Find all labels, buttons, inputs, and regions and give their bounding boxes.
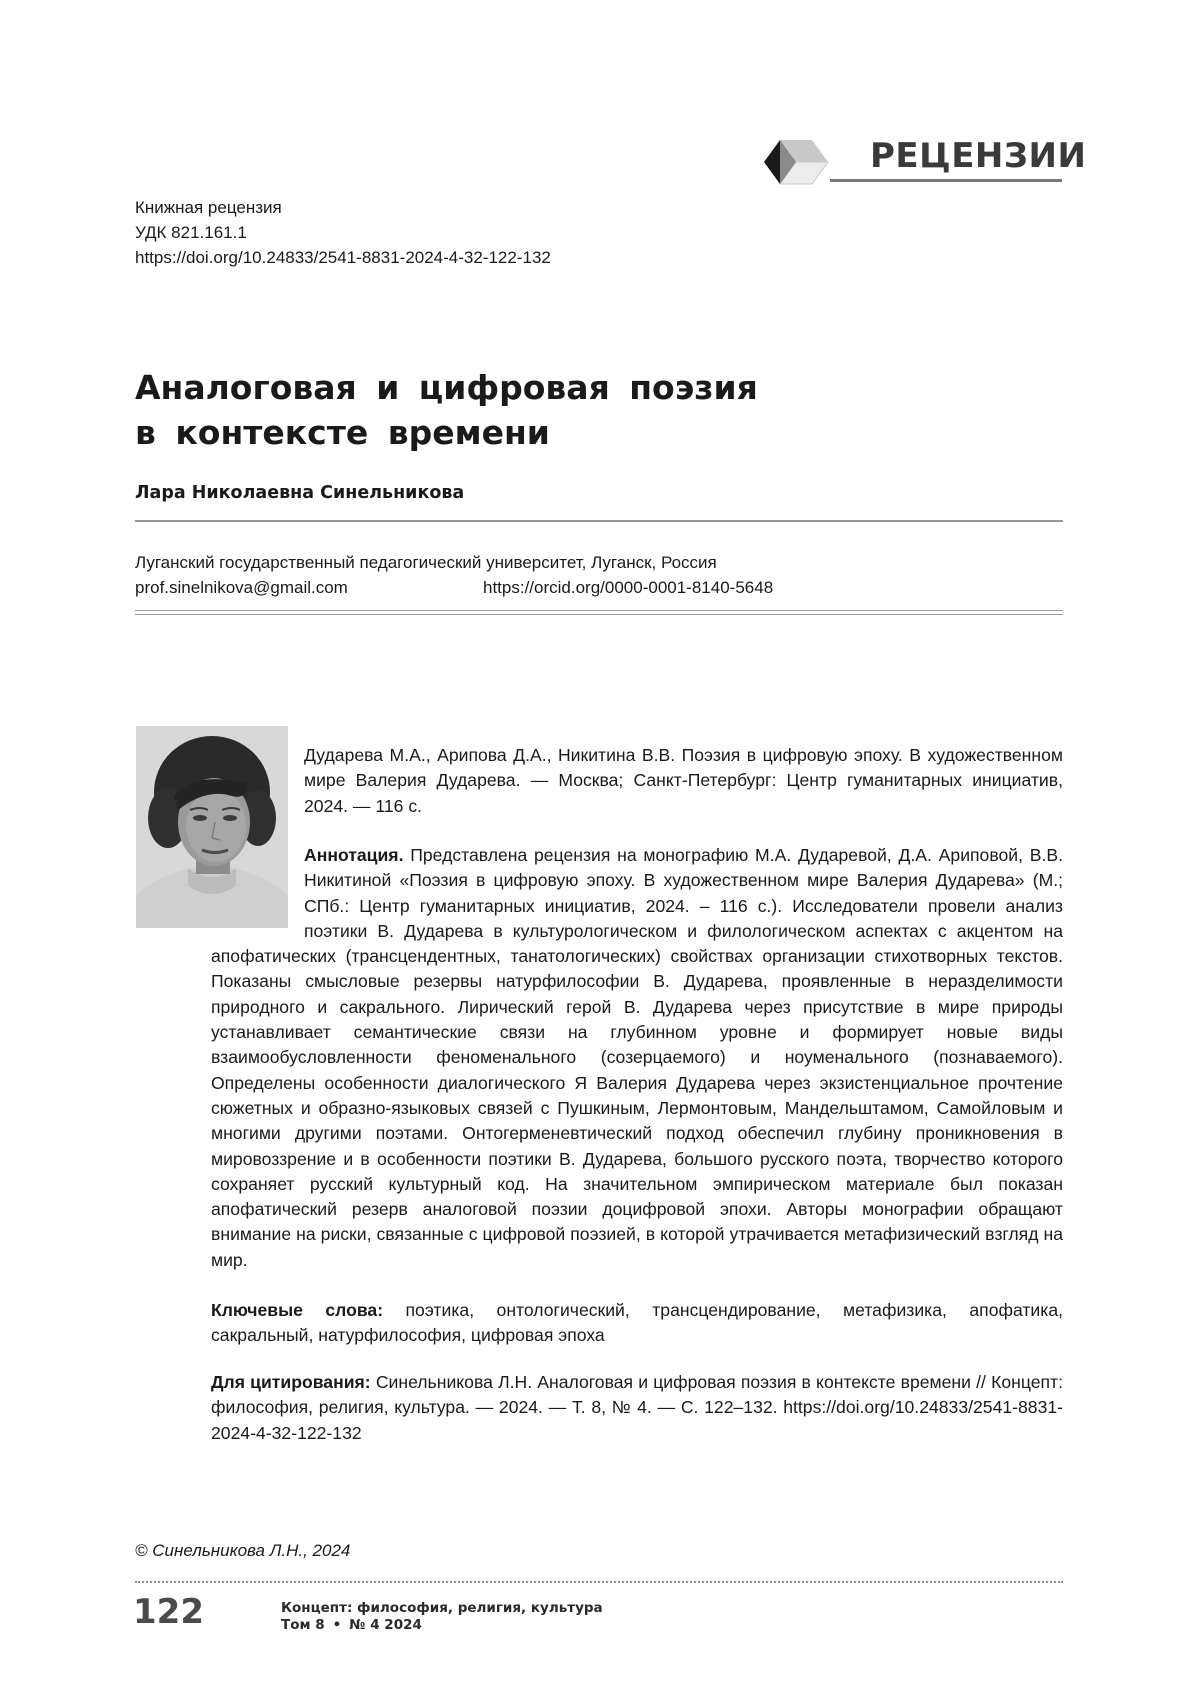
- author-rule: [135, 520, 1063, 522]
- author-name: Лара Николаевна Синельникова: [135, 483, 465, 503]
- book-reference: Дударева М.А., Арипова Д.А., Никитина В.В. Поэзия в цифровую эпоху. В художественном мире Валерия Дударева. — Москва; Санкт-Петербург: Центр гуманитарных инициатив, 2024. — 116 с.: [304, 745, 1063, 816]
- journal-volume: Том 8: [281, 1617, 325, 1633]
- keywords-text: поэтика, онтологический, трансцендирование, метафизика, апофатика, сакральный, натурфилософия, цифровая эпоха: [211, 1300, 1063, 1346]
- copyright: © Синельникова Л.Н., 2024: [135, 1541, 351, 1560]
- keywords-label: Ключевые слова:: [211, 1300, 384, 1320]
- bullet-separator: •: [332, 1617, 342, 1633]
- citation-label: Для цитирования:: [211, 1372, 371, 1392]
- article-meta: [135, 195, 735, 270]
- abstract-text: Представлена рецензия на монографию М.А. Дударевой, Д.А. Ариповой, В.В. Никитиной «Поэзия в цифровую эпоху. В художественном мире Валерия Дударева» (М.; СПб.: Центр гуманитарных инициатив, 2024. – 116 с.). Исследователи провели анализ поэтики В. Дударева в культурологическом и филологическом аспектах с акцентом на апофатических (трансцендентных, танатологических) свойствах организации стихотворных текстов. Показаны смысловые резервы натурфилософии В. Дударева, проявленные в неразделимости природного и сакрального. Лирический герой В. Дударева через присутствие в мире природы устанавливает семантические связи на глубинном уровне и формирует новые виды взаимообусловленности феноменального (созерцаемого) и ноуменального (познаваемого). Определены особенности диалогического Я Валерия Дударева через экзистенциальное прочтение сюжетных и образно-языковых связей с Пушкиным, Лермонтовым, Мандельштамом, Самойловым и многими другими поэтами. Онтогерменевтический подход обеспечил глубину проникновения в мировоззрение и в особенности поэтики В. Дударева, большого русского поэта, творчество которого сохраняет русский культурный код. На значительном эмпирическом материале был показан апофатический резерв аналоговой поэзии доцифровой эпохи. Авторы монографии обращают внимание на риски, связанные с цифровой поэзией, в которой утрачивается метафизический взгляд на мир.: [211, 845, 1063, 1270]
- affiliation-rule: [135, 610, 1063, 615]
- doi-link[interactable]: https://doi.org/10.24833/2541-8831-2024-4-32-122-132: [135, 248, 551, 267]
- article-title: [135, 365, 835, 455]
- title-line-2: в контексте времени: [135, 413, 550, 452]
- keywords: [211, 1298, 1063, 1349]
- affiliation: Луганский государственный педагогический университет, Луганск, Россия: [135, 553, 717, 572]
- section-rule: [830, 179, 1062, 182]
- footer-dotted-rule: [135, 1581, 1063, 1583]
- journal-name: Концепт: философия, религия, культура: [281, 1600, 603, 1616]
- author-email[interactable]: prof.sinelnikova@gmail.com: [135, 578, 348, 597]
- abstract-label: Аннотация.: [304, 845, 404, 865]
- journal-info: [281, 1600, 603, 1634]
- author-orcid[interactable]: https://orcid.org/0000-0001-8140-5648: [483, 578, 774, 597]
- journal-issue: № 4 2024: [349, 1617, 422, 1633]
- udk-code: УДК 821.161.1: [135, 223, 247, 242]
- citation-text: Синельникова Л.Н. Аналоговая и цифровая поэзия в контексте времени // Концепт: философия, религия, культура. — 2024. — Т. 8, № 4. — С. 122–132. https://doi.org/10.24833/2541-8831-2024-4-32-122-132: [211, 1372, 1063, 1443]
- page-number: 122: [133, 1592, 204, 1632]
- section-cube-icon: [762, 136, 830, 188]
- article-type: Книжная рецензия: [135, 198, 282, 217]
- abstract: [211, 843, 1063, 1273]
- section-title: РЕЦЕНЗИИ: [870, 136, 1087, 176]
- title-line-1: Аналоговая и цифровая поэзия: [135, 368, 758, 407]
- citation: [211, 1370, 1063, 1446]
